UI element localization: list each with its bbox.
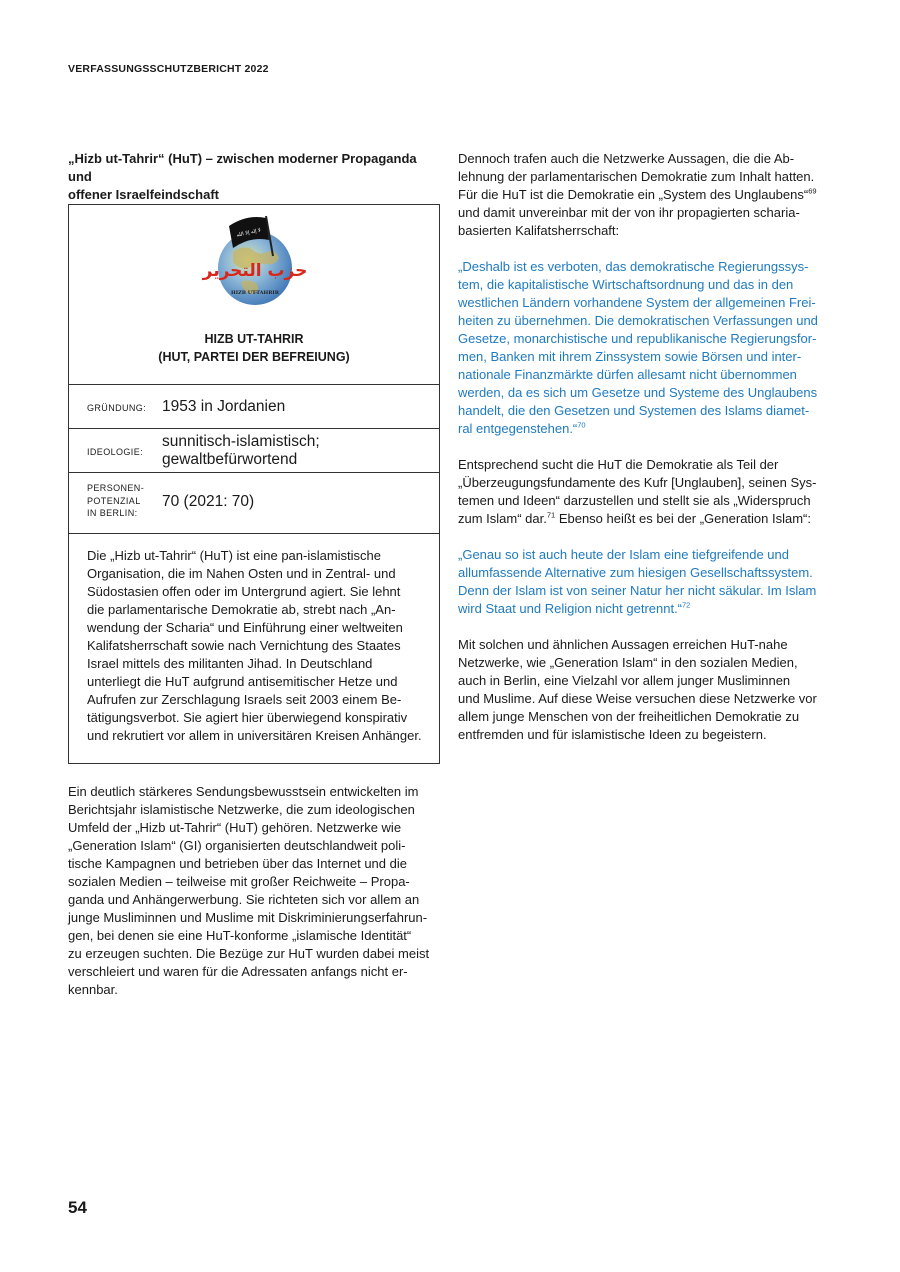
quote-line: handelt, die den Gesetzen und Systemen des Islams diamet- [458, 403, 810, 418]
page-number: 54 [68, 1198, 87, 1217]
paragraph-line: zu erzeugen suchten. Die Bezüge zur HuT wurden dabei meist [68, 946, 430, 961]
paragraph-line: ganda und Anhängerwerbung. Sie richteten sich vor allem an [68, 892, 420, 907]
right-paragraph-3 [458, 636, 830, 744]
potential-label-line-1: PERSONEN- [87, 483, 145, 493]
ideology-value-line-2: gewaltbefürwortend [162, 451, 298, 468]
description-line: unterliegt die HuT aufgrund antisemitischer Hetze und [87, 674, 398, 689]
quote-line: „Genau so ist auch heute der Islam eine tiefgreifende und [458, 547, 789, 562]
description-line: Aufrufen zur Zerschlagung Israels seit 2003 einem Be- [87, 692, 402, 707]
section-title [68, 150, 440, 204]
ideology-row [69, 428, 439, 473]
paragraph-line [458, 186, 830, 204]
paragraph-line: Netzwerke, wie „Generation Islam“ in den sozialen Medien, [458, 655, 798, 670]
quote-line: allumfassende Alternative zum hiesigen Gesellschaftssystem. [458, 565, 813, 580]
paragraph-line: temen und Ideen“ darzustellen und stellt sie als „Widerspruch [458, 493, 811, 508]
potential-row [69, 472, 439, 534]
paragraph-line: kennbar. [68, 982, 118, 997]
potential-label [87, 482, 144, 520]
paragraph-line: basierten Kalifatsherrschaft: [458, 223, 620, 238]
description-line: wendung der Scharia“ und Einführung einer weltweiten [87, 620, 403, 635]
potential-value: 70 (2021: 70) [162, 493, 255, 510]
logo-latin-text: HIZB UT-TAHRIR [231, 290, 279, 296]
paragraph-line: junge Musliminnen und Muslime mit Diskriminierungserfahrun- [68, 910, 428, 925]
quote-line: westlichen Ländern vorhandene System der allgemeinen Frei- [458, 295, 816, 310]
potential-label-line-3: IN BERLIN: [87, 508, 138, 518]
ideology-value [162, 433, 320, 469]
paragraph-line: gen, bei denen sie eine HuT-konforme „islamische Identität“ [68, 928, 412, 943]
footnote-marker: 71 [546, 510, 556, 520]
right-paragraph-2 [458, 456, 830, 528]
paragraph-text: Ebenso heißt es bei der „Generation Islam“: [555, 511, 811, 526]
section-title-line-1: „Hizb ut-Tahrir“ (HuT) – zwischen moderner Propaganda und [68, 151, 417, 184]
paragraph-line: „Überzeugungsfundamente des Kufr [Unglauben], seinen Sys- [458, 475, 817, 490]
left-column [68, 150, 440, 997]
hizb-ut-tahrir-logo [202, 210, 308, 306]
quote-line [458, 420, 830, 438]
quote-line: werden, da es sich um Gesetze und Systeme des Unglaubens [458, 385, 818, 400]
potential-label-line-2: POTENZIAL [87, 495, 141, 506]
paragraph-line: allem junge Menschen von der freiheitlichen Demokratie zu [458, 709, 800, 724]
paragraph-line: entfremden und für islamistische Ideen zu begeistern. [458, 727, 767, 742]
paragraph-line: Umfeld der „Hizb ut-Tahrir“ (HuT) gehören. Netzwerke wie [68, 820, 402, 835]
founding-row [69, 384, 439, 429]
right-column [458, 150, 830, 744]
paragraph-text: zum Islam“ dar. [458, 511, 547, 526]
paragraph-line [458, 510, 830, 528]
description-line: Israel mittels des militanten Jihad. In Deutschland [87, 656, 373, 671]
founding-value: 1953 in Jordanien [162, 398, 286, 415]
description-line: und rekrutiert vor allem in universitären Kreisen Anhänger. [87, 728, 422, 743]
quote-line: Gesetze, monarchistische und republikanische Regierungsfor- [458, 331, 817, 346]
quote-1 [458, 258, 830, 438]
description-line: die parlamentarische Demokratie ab, strebt nach „An- [87, 602, 396, 617]
organization-profile-box [68, 204, 440, 764]
quote-line: „Deshalb ist es verboten, das demokratische Regierungssys- [458, 259, 809, 274]
section-title-line-2: offener Israelfeindschaft [68, 187, 219, 202]
paragraph-line: tische Kampagnen und betrieben über das Internet und die [68, 856, 407, 871]
footnote-marker: 72 [682, 600, 691, 610]
ideology-value-line-1: sunnitisch-islamistisch; [162, 433, 320, 450]
description-line: Die „Hizb ut-Tahrir“ (HuT) ist eine pan-islamistische [87, 548, 382, 563]
ideology-label: IDEOLOGIE: [87, 447, 144, 457]
quote-line: nationale Finanzmärkte dürfen allesamt nicht übernommen [458, 367, 797, 382]
paragraph-line: „Generation Islam“ (GI) organisierten deutschlandweit poli- [68, 838, 406, 853]
description-line: Kalifatsherrschaft sowie nach Vernichtung des Staates [87, 638, 401, 653]
organization-name [69, 330, 439, 366]
paragraph-text: Für die HuT ist die Demokratie ein „System des Unglaubens“ [458, 187, 809, 202]
logo-arabic-text: حزب التحرير [202, 261, 308, 281]
description-line: Organisation, die im Nahen Osten und in Zentral- und [87, 566, 396, 581]
footnote-marker: 70 [577, 420, 586, 430]
description-line: Südostasien offen oder im Untergrund agiert. Sie lehnt [87, 584, 401, 599]
paragraph-line: Entsprechend sucht die HuT die Demokratie als Teil der [458, 457, 779, 472]
paragraph-line: auch in Berlin, eine Vielzahl vor allem junger Musliminnen [458, 673, 791, 688]
paragraph-line: Ein deutlich stärkeres Sendungsbewusstsein entwickelten im [68, 784, 419, 799]
quote-line: heiten zu übernehmen. Die demokratischen Verfassungen und [458, 313, 818, 328]
paragraph-line: und damit unvereinbar mit der von ihr propagierten scharia- [458, 205, 800, 220]
quote-line: men, Banken mit ihrem Zinssystem sowie Börsen und inter- [458, 349, 802, 364]
organization-name-line-1: HIZB UT-TAHRIR [204, 332, 304, 346]
flag-inscription: لا إله إلا الله [236, 227, 262, 239]
organization-description [87, 547, 423, 745]
paragraph-line: Mit solchen und ähnlichen Aussagen erreichen HuT-nahe [458, 637, 788, 652]
quote-line: tem, die kapitalistische Wirtschaftsordnung und das in den [458, 277, 794, 292]
logo-area [69, 205, 439, 325]
quote-text: wird Staat und Religion nicht getrennt.“ [458, 601, 683, 616]
quote-2 [458, 546, 830, 618]
left-body-paragraph [68, 783, 440, 999]
paragraph-line: und Muslime. Auf diese Weise versuchen diese Netzwerke vor [458, 691, 817, 706]
quote-line: Denn der Islam ist von seiner Natur her nicht säkular. Im Islam [458, 583, 817, 598]
paragraph-line: sozialen Medien – teilweise mit großer Reichweite – Propa- [68, 874, 410, 889]
quote-text: ral entgegenstehen.“ [458, 421, 578, 436]
description-line: tätigungsverbot. Sie agiert hier überwiegend konspirativ [87, 710, 408, 725]
right-paragraph-1 [458, 150, 830, 240]
paragraph-line: Berichtsjahr islamistische Netzwerke, die zum ideologischen [68, 802, 415, 817]
paragraph-line: verschleiert und waren für die Adressaten anfangs nicht er- [68, 964, 408, 979]
footnote-marker: 69 [808, 186, 817, 196]
paragraph-line: lehnung der parlamentarischen Demokratie zum Inhalt hatten. [458, 169, 815, 184]
founding-label: GRÜNDUNG: [87, 403, 147, 413]
paragraph-line: Dennoch trafen auch die Netzwerke Aussagen, die die Ab- [458, 151, 795, 166]
organization-name-line-2: (HUT, PARTEI DER BEFREIUNG) [158, 350, 350, 364]
quote-line [458, 600, 830, 618]
running-header: VERFASSUNGSSCHUTZBERICHT 2022 [68, 63, 269, 75]
